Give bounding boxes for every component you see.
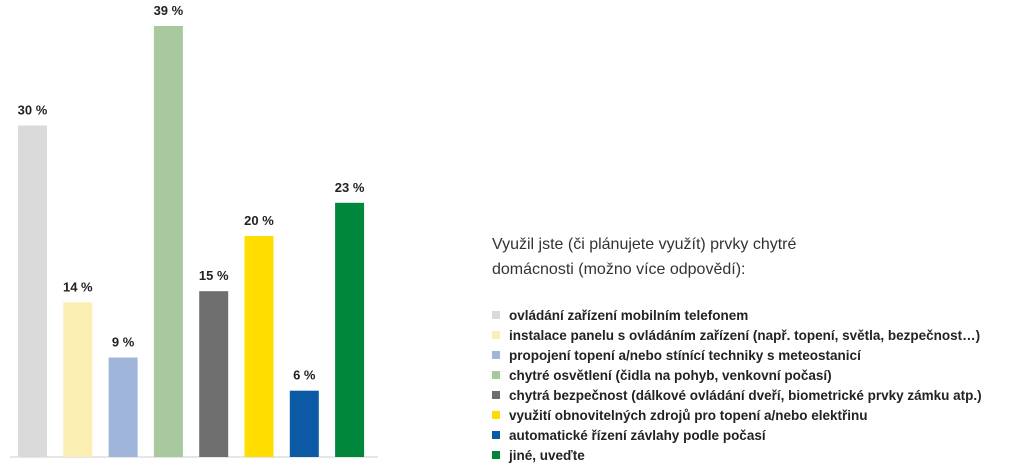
legend-items <box>492 305 1012 465</box>
legend-item-4 <box>492 365 1012 385</box>
legend-label-3: propojení topení a/nebo stínící techniky s meteostanicí <box>509 347 861 363</box>
bar-value-label-2: 14 % <box>62 279 93 295</box>
bar-8 <box>335 203 364 457</box>
bar-4 <box>154 26 183 457</box>
chart-title <box>492 232 1012 282</box>
bar-value-label-5: 15 % <box>198 268 229 284</box>
bar-5 <box>199 291 228 457</box>
bar-chart <box>0 0 400 464</box>
legend-item-1 <box>492 305 1012 325</box>
legend-label-6: využití obnovitelných zdrojů pro topení a/nebo elektřinu <box>509 407 868 423</box>
bar-1 <box>18 126 47 458</box>
bar-value-label-6: 20 % <box>244 213 274 228</box>
legend-swatch-6 <box>492 411 500 419</box>
legend-item-7 <box>492 425 1012 445</box>
bar-7 <box>290 391 319 457</box>
legend-label-1: ovládání zařízení mobilním telefonem <box>509 307 749 323</box>
legend-item-3 <box>492 345 1012 365</box>
bar-value-label-8: 23 % <box>334 179 365 195</box>
legend-label-8: jiné, uveďte <box>509 447 585 463</box>
legend-label-5: chytrá bezpečnost (dálkové ovládání dveří, biometrické prvky zámku atp.) <box>509 387 982 403</box>
legend-swatch-8 <box>492 451 500 459</box>
legend-item-6 <box>492 405 1012 425</box>
legend-swatch-4 <box>492 371 500 379</box>
legend-label-7: automatické řízení závlahy podle počasí <box>509 427 766 443</box>
chart-title-line-1: Využil jste (či plánujete využít) prvky chytré <box>492 236 797 253</box>
bar-2 <box>63 302 92 457</box>
legend-item-5 <box>492 385 1012 405</box>
bar-value-label-7: 6 % <box>293 367 316 383</box>
bar-value-label-3: 9 % <box>111 334 135 350</box>
legend-swatch-5 <box>492 391 500 399</box>
bar-value-label-4: 39 % <box>153 3 184 18</box>
legend-swatch-7 <box>492 431 500 439</box>
bar-3 <box>109 358 138 458</box>
legend-swatch-3 <box>492 351 500 359</box>
bar-6 <box>245 236 274 457</box>
legend-label-2: instalace panelu s ovládáním zařízení (např. topení, světla, bezpečnost…) <box>509 327 981 343</box>
legend-swatch-1 <box>492 311 500 319</box>
chart-title-line-2: domácnosti (možno více odpovědí): <box>492 261 746 278</box>
legend-swatch-2 <box>492 331 500 339</box>
chart-legend <box>492 232 1012 465</box>
bar-value-label-1: 30 % <box>17 102 48 118</box>
legend-label-4: chytré osvětlení (čidla na pohyb, venkovní počasí) <box>509 367 832 383</box>
legend-item-8 <box>492 445 1012 465</box>
legend-item-2 <box>492 325 1012 345</box>
